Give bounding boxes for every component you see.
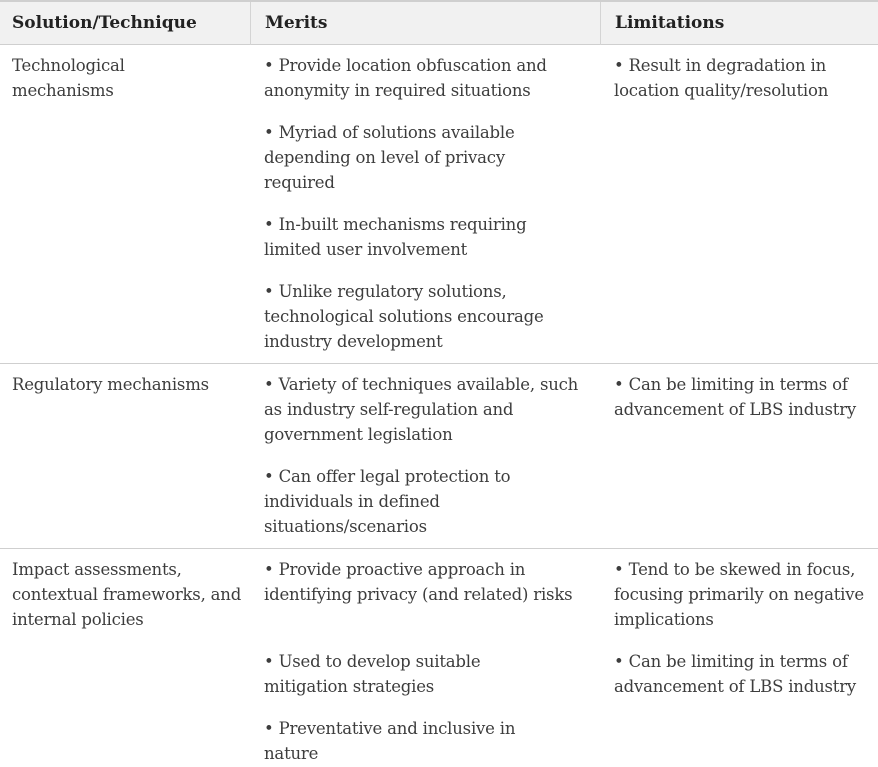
header-technique: Solution/Technique (12, 13, 197, 33)
row-1-merit-2: • Myriad of solutions available depending on level of privacy required (264, 120, 564, 195)
row-separator (0, 548, 878, 549)
table-header (0, 0, 878, 45)
row-separator (0, 363, 878, 364)
header-limitations: Limitations (615, 13, 725, 33)
row-3-merit-3: • Preventative and inclusive in nature (264, 716, 564, 766)
row-1-merit-1: • Provide location obfuscation and anonymity in required situations (264, 53, 584, 103)
row-1-merit-4: • Unlike regulatory solutions, technological solutions encourage industry development (264, 279, 584, 354)
row-1-limitation-1: • Result in degradation in location quality/resolution (614, 53, 869, 103)
row-2-merit-1: • Variety of techniques available, such as industry self-regulation and government legislation (264, 372, 594, 447)
row-2-limitation-1: • Can be limiting in terms of advancement of LBS industry (614, 372, 876, 422)
row-2-merit-2: • Can offer legal protection to individuals in defined situations/scenarios (264, 464, 564, 539)
row-3-limitation-1: • Tend to be skewed in focus, focusing primarily on negative implications (614, 557, 876, 632)
row-1-merit-3: • In-built mechanisms requiring limited user involvement (264, 212, 564, 262)
row-3-limitation-2: • Can be limiting in terms of advancement of LBS industry (614, 649, 876, 699)
header-merits: Merits (265, 13, 328, 33)
row-3-technique: Impact assessments, contextual frameworks, and internal policies (12, 560, 242, 629)
row-3-merit-1: • Provide proactive approach in identifying privacy (and related) risks (264, 557, 574, 607)
row-1-technique: Technological mechanisms (12, 56, 125, 100)
row-2-technique: Regulatory mechanisms (12, 375, 209, 394)
row-3-merit-2: • Used to develop suitable mitigation strategies (264, 649, 564, 699)
